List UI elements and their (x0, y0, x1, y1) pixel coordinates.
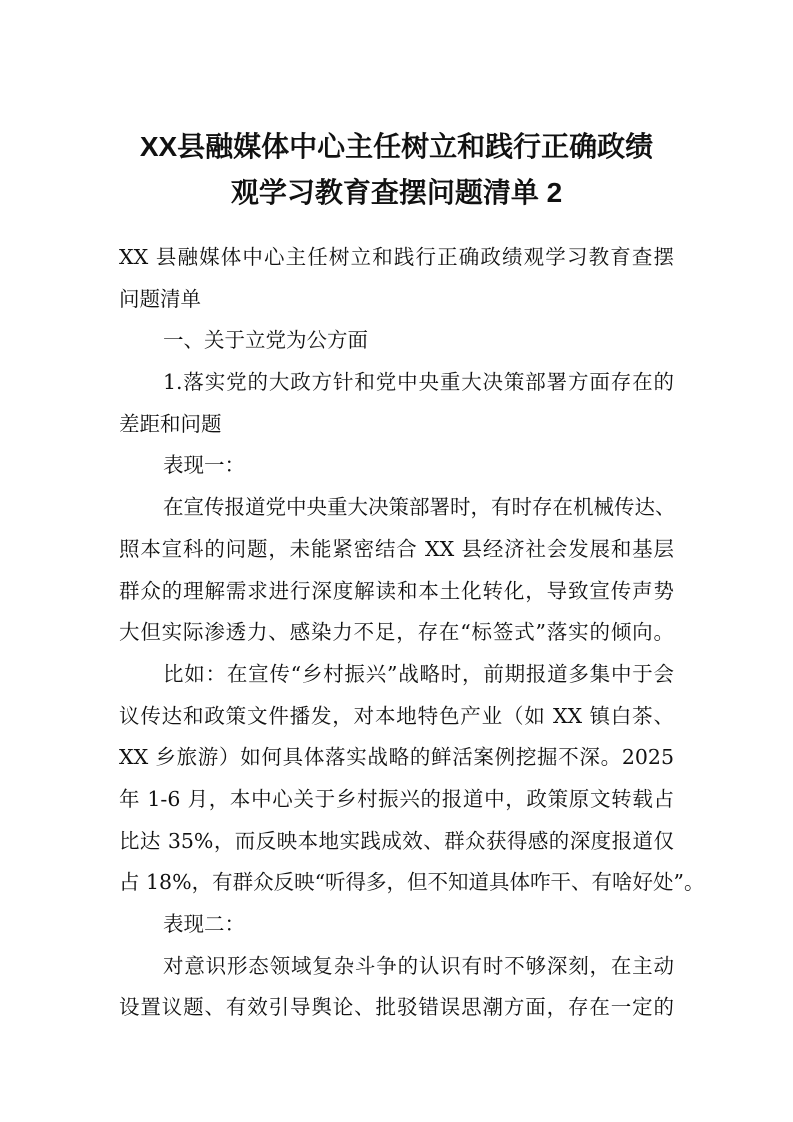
text-line: 比达 35%，而反映本地实践成效、群众获得感的深度报道仅 (119, 828, 674, 853)
document-title-line-1: XX县融媒体中心主任树立和践行正确政绩 (139, 131, 654, 162)
text-line: 设置议题、有效引导舆论、批驳错误思潮方面，存在一定的 (119, 995, 674, 1020)
text-line: 年 1-6 月，本中心关于乡村振兴的报道中，政策原文转载占 (119, 786, 674, 811)
text-line: 对意识形态领域复杂斗争的认识有时不够深刻，在主动 (163, 953, 674, 978)
document-title-line-2: 观学习教育查摆问题清单 2 (230, 177, 563, 208)
text-line: XX 县融媒体中心主任树立和践行正确政绩观学习教育查摆 (119, 245, 674, 269)
text-line: 表现二： (163, 912, 245, 936)
text-line: 表现一： (163, 453, 245, 478)
text-line: 照本宣科的问题，未能紧密结合 XX 县经济社会发展和基层 (119, 536, 674, 561)
text-line: 群众的理解需求进行深度解读和本土化转化，导致宣传声势 (119, 578, 674, 603)
text-line: 问题清单 (119, 286, 201, 311)
text-line: 1.落实党的大政方针和党中央重大决策部署方面存在的 (163, 370, 674, 395)
text-line: 一、关于立党为公方面 (163, 328, 368, 353)
text-line: 差距和问题 (119, 411, 222, 436)
text-line: 占 18%，有群众反映“听得多，但不知道具体咋干、有啥好处”。 (119, 870, 705, 895)
text-line: 在宣传报道党中央重大决策部署时，有时存在机械传达、 (163, 495, 676, 520)
text-line: 议传达和政策文件播发，对本地特色产业（如 XX 镇白茶、 (119, 703, 674, 728)
document-body (119, 237, 705, 1029)
text-line: XX 乡旅游）如何具体落实战略的鲜活案例挖掘不深。2025 (119, 745, 674, 770)
text-line: 比如：在宣传“乡村振兴”战略时，前期报道多集中于会 (163, 661, 674, 686)
text-line: 大但实际渗透力、感染力不足，存在“标签式”落实的倾向。 (119, 620, 674, 645)
